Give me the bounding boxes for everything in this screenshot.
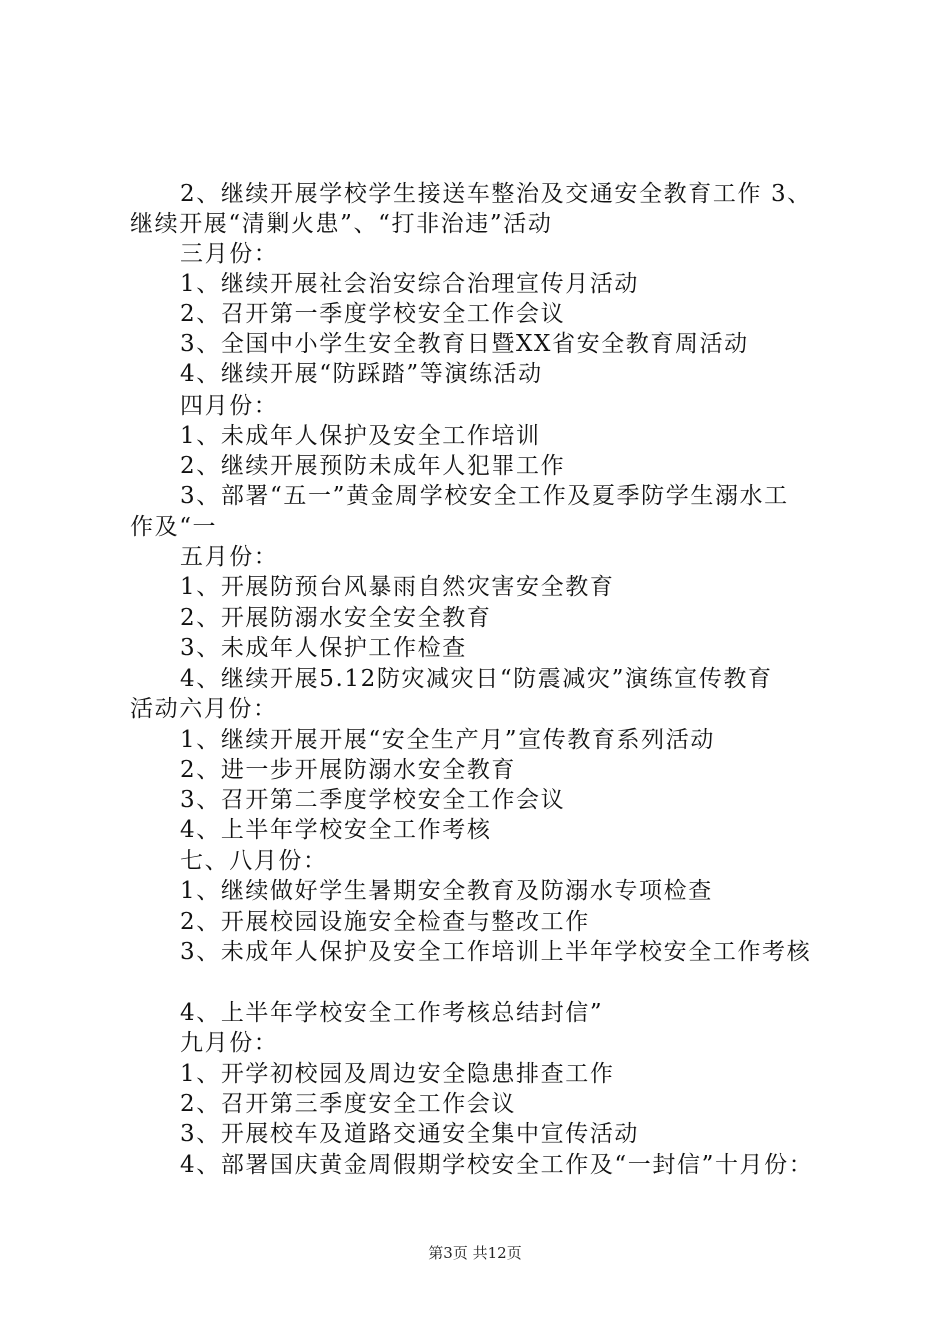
text-line-27: 4、上半年学校安全工作考核总结封信” bbox=[180, 1000, 604, 1026]
text-line-2: 继续开展“清剿火患”、“打非治违”活动 bbox=[130, 211, 553, 237]
text-line-5: 2、召开第一季度学校安全工作会议 bbox=[180, 301, 566, 327]
month-heading-april: 四月份： bbox=[180, 393, 279, 419]
text-line-26: 3、未成年人保护及安全工作培训上半年学校安全工作考核 bbox=[180, 939, 812, 965]
text-line-32: 4、部署国庆黄金周假期学校安全工作及“一封信”十月份： bbox=[180, 1152, 814, 1178]
text-line-30: 2、召开第三季度安全工作会议 bbox=[180, 1091, 517, 1117]
month-heading-march: 三月份： bbox=[180, 241, 279, 267]
text-line-19: 1、继续开展开展“安全生产月”宣传教育系列活动 bbox=[180, 727, 715, 753]
text-line-21: 3、召开第二季度学校安全工作会议 bbox=[180, 787, 566, 813]
text-line-10: 2、继续开展预防未成年人犯罪工作 bbox=[180, 453, 566, 479]
month-heading-september: 九月份： bbox=[180, 1030, 279, 1056]
text-line-24: 1、继续做好学生暑期安全教育及防溺水专项检查 bbox=[180, 878, 713, 904]
text-line-4: 1、继续开展社会治安综合治理宣传月活动 bbox=[180, 271, 640, 297]
text-line-12: 作及“一 bbox=[130, 514, 218, 540]
month-heading-july-august: 七、八月份： bbox=[180, 848, 328, 874]
text-line-7: 4、继续开展“防踩踏”等演练活动 bbox=[180, 361, 543, 387]
text-line-9: 1、未成年人保护及安全工作培训 bbox=[180, 423, 541, 449]
text-line-6: 3、全国中小学生安全教育日暨XX省安全教育周活动 bbox=[180, 331, 749, 357]
month-heading-may: 五月份： bbox=[180, 544, 279, 570]
text-line-25: 2、开展校园设施安全检查与整改工作 bbox=[180, 909, 590, 935]
text-line-31: 3、开展校车及道路交通安全集中宣传活动 bbox=[180, 1121, 640, 1147]
text-line-15: 2、开展防溺水安全安全教育 bbox=[180, 605, 492, 631]
text-line-1: 2、继续开展学校学生接送车整治及交通安全教育工作 3、 bbox=[180, 181, 812, 207]
text-line-20: 2、进一步开展防溺水安全教育 bbox=[180, 757, 517, 783]
text-line-16: 3、未成年人保护工作检查 bbox=[180, 635, 467, 661]
text-line-11: 3、部署“五一”黄金周学校安全工作及夏季防学生溺水工 bbox=[180, 483, 789, 509]
text-line-18: 活动六月份： bbox=[130, 696, 278, 722]
text-line-14: 1、开展防预台风暴雨自然灾害安全教育 bbox=[180, 574, 615, 600]
text-line-17: 4、继续开展5.12防灾减灾日“防震减灾”演练宣传教育 bbox=[180, 666, 773, 692]
text-line-29: 1、开学初校园及周边安全隐患排查工作 bbox=[180, 1061, 615, 1087]
text-line-22: 4、上半年学校安全工作考核 bbox=[180, 817, 492, 843]
page-number-footer: 第3页 共12页 bbox=[428, 1244, 522, 1262]
